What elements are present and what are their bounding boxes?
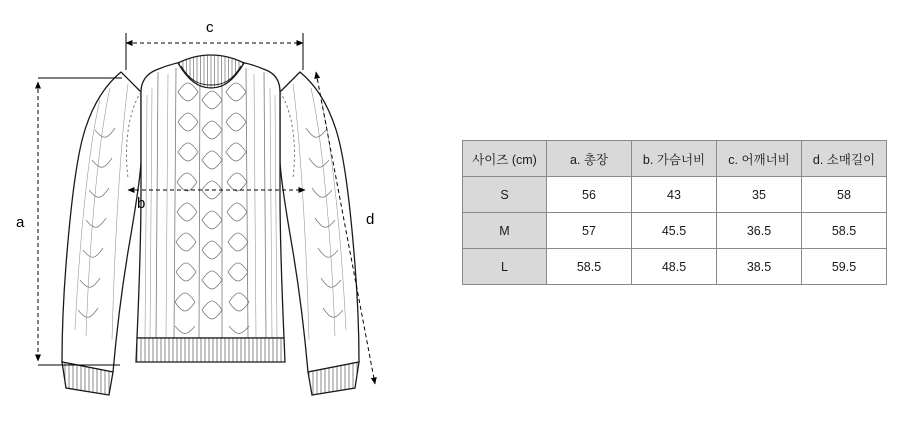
size-chart-header <box>463 141 887 177</box>
cell-shoulder-width: 38.5 <box>717 249 802 285</box>
right-sleeve <box>280 72 359 372</box>
row-size-label: S <box>463 177 547 213</box>
row-size-label: L <box>463 249 547 285</box>
left-sleeve <box>62 72 141 372</box>
size-chart-panel <box>462 140 886 285</box>
table-header-row <box>463 141 887 177</box>
table-row <box>463 213 887 249</box>
dimension-label-b: b <box>137 195 146 212</box>
hem-rib <box>136 338 285 362</box>
row-size-label: M <box>463 213 547 249</box>
dimension-label-d: d <box>366 211 375 228</box>
header-shoulder-width: c. 어깨너비 <box>717 141 802 177</box>
size-chart-table <box>462 140 887 285</box>
sweater-outline <box>62 60 359 372</box>
garment-sketch-panel <box>0 0 440 431</box>
cell-chest-width: 43 <box>632 177 717 213</box>
header-sleeve-length: d. 소매길이 <box>802 141 887 177</box>
dimension-label-c: c <box>206 19 214 36</box>
cell-total-length: 56 <box>547 177 632 213</box>
header-size: 사이즈 (cm) <box>463 141 547 177</box>
cell-chest-width: 48.5 <box>632 249 717 285</box>
cell-shoulder-width: 35 <box>717 177 802 213</box>
size-chart-body <box>463 177 887 285</box>
cell-sleeve-length: 58 <box>802 177 887 213</box>
header-chest-width: b. 가슴너비 <box>632 141 717 177</box>
cell-shoulder-width: 36.5 <box>717 213 802 249</box>
table-row <box>463 177 887 213</box>
cell-sleeve-length: 59.5 <box>802 249 887 285</box>
cell-sleeve-length: 58.5 <box>802 213 887 249</box>
cell-total-length: 57 <box>547 213 632 249</box>
dimension-label-a: a <box>16 214 25 231</box>
table-row <box>463 249 887 285</box>
cell-total-length: 58.5 <box>547 249 632 285</box>
cell-chest-width: 45.5 <box>632 213 717 249</box>
header-total-length: a. 총장 <box>547 141 632 177</box>
